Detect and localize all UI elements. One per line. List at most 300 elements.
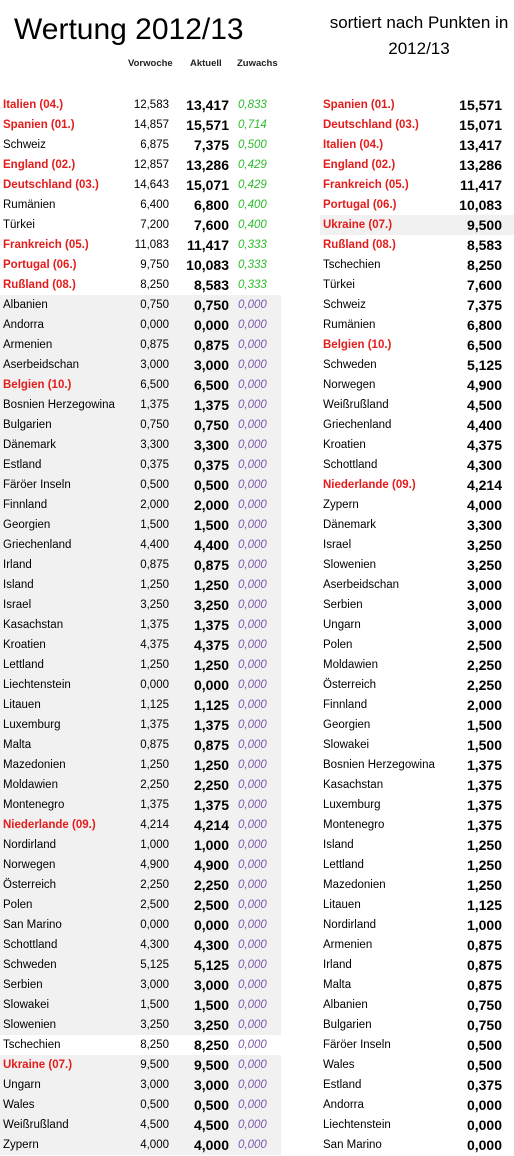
gain-value: 0,000 <box>238 359 267 371</box>
table-row <box>320 495 514 515</box>
table-row <box>0 935 281 955</box>
table-row <box>0 355 281 375</box>
table-row <box>320 455 514 475</box>
country-name: England (02.) <box>323 159 396 171</box>
gain-value: 0,000 <box>238 519 267 531</box>
country-name: Nordirland <box>323 919 377 931</box>
country-name: Niederlande (09.) <box>3 819 96 831</box>
previous-week-value: 4,900 <box>140 859 169 871</box>
current-value: 3,000 <box>193 977 229 993</box>
table-row <box>0 1135 281 1155</box>
current-value: 2,250 <box>193 877 229 893</box>
country-name: Albanien <box>323 999 368 1011</box>
country-name: Finnland <box>3 499 48 511</box>
table-row <box>320 395 514 415</box>
gain-value: 0,333 <box>238 239 267 251</box>
table-row <box>0 195 281 215</box>
points-value: 1,250 <box>466 877 502 893</box>
current-value: 0,000 <box>193 317 229 333</box>
country-name: Dänemark <box>323 519 377 531</box>
previous-week-value: 1,375 <box>140 619 169 631</box>
table-row <box>320 675 514 695</box>
country-name: Armenien <box>323 939 373 951</box>
table-row <box>320 155 514 175</box>
table-row <box>0 135 281 155</box>
points-value: 10,083 <box>459 197 502 213</box>
table-row <box>0 695 281 715</box>
table-row <box>320 655 514 675</box>
gain-value: 0,000 <box>238 339 267 351</box>
country-name: Georgien <box>3 519 51 531</box>
country-name: Armenien <box>3 339 53 351</box>
table-row <box>0 475 281 495</box>
table-row <box>0 735 281 755</box>
points-value: 5,125 <box>466 357 502 373</box>
gain-value: 0,000 <box>238 739 267 751</box>
current-value: 1,500 <box>193 517 229 533</box>
table-row <box>0 255 281 275</box>
country-name: Serbien <box>323 599 363 611</box>
previous-week-value: 1,250 <box>140 759 169 771</box>
country-name: Zypern <box>323 499 359 511</box>
gain-value: 0,000 <box>238 799 267 811</box>
current-value: 5,125 <box>193 957 229 973</box>
current-value: 2,000 <box>193 497 229 513</box>
previous-week-value: 4,300 <box>140 939 169 951</box>
table-row <box>0 715 281 735</box>
table-row <box>320 575 514 595</box>
gain-value: 0,000 <box>238 679 267 691</box>
points-value: 4,300 <box>466 457 502 473</box>
previous-week-value: 8,250 <box>140 1039 169 1051</box>
country-name: Deutschland (03.) <box>3 179 99 191</box>
previous-week-value: 0,375 <box>140 459 169 471</box>
country-name: Liechtenstein <box>3 679 71 691</box>
country-name: Weißrußland <box>323 399 389 411</box>
points-value: 0,875 <box>466 957 502 973</box>
table-row <box>0 1115 281 1135</box>
gain-value: 0,000 <box>238 619 267 631</box>
points-value: 0,750 <box>466 997 502 1013</box>
previous-week-value: 2,000 <box>140 499 169 511</box>
gain-value: 0,000 <box>238 1119 267 1131</box>
country-name: Moldawien <box>323 659 378 671</box>
table-row <box>0 755 281 775</box>
country-name: Nordirland <box>3 839 57 851</box>
table-row <box>0 215 281 235</box>
table-row <box>320 975 514 995</box>
table-row <box>320 815 514 835</box>
country-name: Spanien (01.) <box>323 99 395 111</box>
country-name: Irland <box>323 959 352 971</box>
country-name: Malta <box>323 979 352 991</box>
table-row <box>320 335 514 355</box>
gain-value: 0,000 <box>238 939 267 951</box>
current-value: 1,375 <box>193 617 229 633</box>
table-row <box>320 555 514 575</box>
previous-week-value: 4,214 <box>140 819 169 831</box>
table-row <box>320 315 514 335</box>
points-value: 1,375 <box>466 757 502 773</box>
table-row <box>320 415 514 435</box>
table-row <box>0 1035 281 1055</box>
country-name: Italien (04.) <box>3 99 64 111</box>
table-row <box>0 815 281 835</box>
country-name: Ungarn <box>323 619 361 631</box>
table-row <box>320 435 514 455</box>
points-value: 13,417 <box>459 137 502 153</box>
previous-week-value: 1,000 <box>140 839 169 851</box>
points-value: 0,750 <box>466 1017 502 1033</box>
country-name: Albanien <box>3 299 48 311</box>
country-name: Rumänien <box>3 199 56 211</box>
gain-value: 0,000 <box>238 1039 267 1051</box>
country-name: Schweiz <box>323 299 366 311</box>
previous-week-value: 4,500 <box>140 1119 169 1131</box>
points-value: 2,250 <box>466 677 502 693</box>
country-name: Wales <box>323 1059 355 1071</box>
header-current: Aktuell <box>190 58 222 69</box>
previous-week-value: 11,083 <box>134 239 169 251</box>
table-row <box>320 875 514 895</box>
table-row <box>320 615 514 635</box>
table-row <box>0 495 281 515</box>
previous-week-value: 1,250 <box>140 579 169 591</box>
points-value: 7,375 <box>466 297 502 313</box>
previous-week-value: 3,000 <box>140 359 169 371</box>
table-row <box>320 195 514 215</box>
gain-value: 0,000 <box>238 719 267 731</box>
country-name: Kasachstan <box>3 619 64 631</box>
gain-value: 0,833 <box>238 99 267 111</box>
points-value: 11,417 <box>459 177 502 193</box>
country-name: Irland <box>3 559 32 571</box>
previous-week-value: 2,250 <box>140 879 169 891</box>
country-name: Bulgarien <box>3 419 52 431</box>
country-name: Türkei <box>3 219 35 231</box>
country-name: Wales <box>3 1099 35 1111</box>
gain-value: 0,000 <box>238 659 267 671</box>
gain-value: 0,000 <box>238 579 267 591</box>
table-row <box>320 695 514 715</box>
country-name: Türkei <box>323 279 355 291</box>
current-value: 1,000 <box>193 837 229 853</box>
table-row <box>320 895 514 915</box>
country-name: Mazedonien <box>323 879 386 891</box>
country-name: Estland <box>3 459 42 471</box>
country-name: Griechenland <box>323 419 392 431</box>
country-name: Norwegen <box>323 379 376 391</box>
table-row <box>0 855 281 875</box>
country-name: Aserbeidschan <box>3 359 80 371</box>
previous-week-value: 3,250 <box>140 599 169 611</box>
current-value: 0,750 <box>193 297 229 313</box>
gain-value: 0,000 <box>238 1139 267 1151</box>
gain-value: 0,000 <box>238 859 267 871</box>
country-name: Rußland (08.) <box>323 239 396 251</box>
points-value: 4,500 <box>466 397 502 413</box>
previous-week-value: 9,500 <box>140 1059 169 1071</box>
gain-value: 0,000 <box>238 879 267 891</box>
header-previous-week: Vorwoche <box>128 58 173 69</box>
table-row <box>320 255 514 275</box>
country-name: Belgien (10.) <box>323 339 392 351</box>
gain-value: 0,000 <box>238 399 267 411</box>
previous-week-value: 12,857 <box>133 159 169 171</box>
country-name: Schottland <box>3 939 58 951</box>
country-name: Schweden <box>323 359 377 371</box>
gain-value: 0,000 <box>238 1019 267 1031</box>
table-row <box>320 835 514 855</box>
table-row <box>0 555 281 575</box>
gain-value: 0,000 <box>238 959 267 971</box>
gain-value: 0,000 <box>238 1099 267 1111</box>
previous-week-value: 1,500 <box>140 519 169 531</box>
sorted-ranking-table <box>320 95 514 1155</box>
country-name: Ukraine (07.) <box>3 1059 73 1071</box>
points-value: 8,250 <box>466 257 502 273</box>
table-row <box>0 115 281 135</box>
current-value: 4,500 <box>193 1117 229 1133</box>
table-row <box>0 1075 281 1095</box>
country-name: Tschechien <box>323 259 381 271</box>
table-row <box>0 175 281 195</box>
points-value: 4,214 <box>466 477 502 493</box>
points-value: 1,375 <box>466 817 502 833</box>
current-value: 1,125 <box>193 697 229 713</box>
country-name: Ukraine (07.) <box>323 219 393 231</box>
table-row <box>0 95 281 115</box>
table-row <box>0 875 281 895</box>
gain-value: 0,714 <box>238 119 267 131</box>
points-value: 3,300 <box>466 517 502 533</box>
country-name: Bulgarien <box>323 1019 372 1031</box>
country-name: Lettland <box>3 659 44 671</box>
table-row <box>0 455 281 475</box>
header-gain: Zuwachs <box>237 58 278 69</box>
gain-value: 0,000 <box>238 539 267 551</box>
table-row <box>320 1115 514 1135</box>
country-name: Israel <box>3 599 32 611</box>
points-value: 3,000 <box>466 597 502 613</box>
table-row <box>0 655 281 675</box>
current-value: 4,375 <box>193 637 229 653</box>
country-name: Lettland <box>323 859 364 871</box>
alphabetical-ranking-table <box>0 95 281 1155</box>
previous-week-value: 6,400 <box>140 199 169 211</box>
gain-value: 0,000 <box>238 299 267 311</box>
country-name: Frankreich (05.) <box>323 179 409 191</box>
table-row <box>320 715 514 735</box>
table-row <box>0 1055 281 1075</box>
points-value: 0,875 <box>466 937 502 953</box>
previous-week-value: 1,250 <box>140 659 169 671</box>
country-name: Montenegro <box>323 819 385 831</box>
table-row <box>320 295 514 315</box>
table-row <box>0 535 281 555</box>
current-value: 6,800 <box>193 197 229 213</box>
current-value: 2,500 <box>193 897 229 913</box>
table-row <box>0 775 281 795</box>
country-name: Finnland <box>323 699 368 711</box>
table-row <box>0 835 281 855</box>
current-value: 7,600 <box>193 217 229 233</box>
table-row <box>0 235 281 255</box>
table-row <box>320 235 514 255</box>
gain-value: 0,000 <box>238 819 267 831</box>
table-row <box>320 95 514 115</box>
table-row <box>320 855 514 875</box>
current-value: 4,214 <box>193 817 229 833</box>
table-row <box>320 635 514 655</box>
points-value: 0,500 <box>466 1057 502 1073</box>
gain-value: 0,000 <box>238 1059 267 1071</box>
gain-value: 0,400 <box>238 199 267 211</box>
country-name: Schottland <box>323 459 378 471</box>
country-name: Polen <box>3 899 33 911</box>
points-value: 15,071 <box>459 117 502 133</box>
table-row <box>320 1055 514 1075</box>
previous-week-value: 2,250 <box>140 779 169 791</box>
gain-value: 0,000 <box>238 419 267 431</box>
country-name: Belgien (10.) <box>3 379 72 391</box>
current-value: 15,571 <box>186 117 229 133</box>
country-name: Georgien <box>323 719 371 731</box>
points-value: 0,375 <box>466 1077 502 1093</box>
country-name: Mazedonien <box>3 759 66 771</box>
country-name: Polen <box>323 639 353 651</box>
previous-week-value: 0,875 <box>140 739 169 751</box>
table-row <box>0 315 281 335</box>
table-row <box>320 935 514 955</box>
country-name: Ungarn <box>3 1079 41 1091</box>
country-name: Portugal (06.) <box>323 199 397 211</box>
table-row <box>320 915 514 935</box>
current-value: 7,375 <box>193 137 229 153</box>
previous-week-value: 3,000 <box>140 979 169 991</box>
table-row <box>320 775 514 795</box>
points-value: 2,000 <box>466 697 502 713</box>
table-row <box>0 515 281 535</box>
current-value: 3,000 <box>193 357 229 373</box>
table-row <box>320 595 514 615</box>
table-row <box>0 375 281 395</box>
country-name: Litauen <box>3 699 41 711</box>
current-value: 10,083 <box>186 257 229 273</box>
previous-week-value: 0,750 <box>140 299 169 311</box>
table-row <box>320 215 514 235</box>
country-name: Island <box>3 579 34 591</box>
country-name: Kasachstan <box>323 779 384 791</box>
table-row <box>320 515 514 535</box>
table-row <box>0 895 281 915</box>
previous-week-value: 14,857 <box>133 119 169 131</box>
table-row <box>0 955 281 975</box>
country-name: Niederlande (09.) <box>323 479 416 491</box>
current-value: 3,300 <box>193 437 229 453</box>
country-name: Dänemark <box>3 439 57 451</box>
points-value: 4,900 <box>466 377 502 393</box>
country-name: England (02.) <box>3 159 76 171</box>
previous-week-value: 0,750 <box>140 419 169 431</box>
country-name: Liechtenstein <box>323 1119 391 1131</box>
table-row <box>320 375 514 395</box>
table-row <box>0 295 281 315</box>
table-row <box>0 595 281 615</box>
country-name: Kroatien <box>323 439 366 451</box>
sort-caption <box>314 10 514 62</box>
current-value: 1,250 <box>193 757 229 773</box>
table-row <box>0 975 281 995</box>
country-name: Weißrußland <box>3 1119 69 1131</box>
table-row <box>0 635 281 655</box>
previous-week-value: 1,375 <box>140 719 169 731</box>
gain-value: 0,000 <box>238 759 267 771</box>
previous-week-value: 6,500 <box>140 379 169 391</box>
current-value: 4,400 <box>193 537 229 553</box>
gain-value: 0,000 <box>238 379 267 391</box>
points-value: 2,500 <box>466 637 502 653</box>
gain-value: 0,000 <box>238 479 267 491</box>
points-value: 3,250 <box>466 557 502 573</box>
country-name: Zypern <box>3 1139 39 1151</box>
gain-value: 0,333 <box>238 259 267 271</box>
country-name: Deutschland (03.) <box>323 119 419 131</box>
country-name: Portugal (06.) <box>3 259 77 271</box>
country-name: Slowakei <box>323 739 370 751</box>
previous-week-value: 0,000 <box>140 319 169 331</box>
points-value: 13,286 <box>459 157 502 173</box>
points-value: 4,400 <box>466 417 502 433</box>
table-row <box>320 135 514 155</box>
current-value: 0,750 <box>193 417 229 433</box>
country-name: Estland <box>323 1079 362 1091</box>
gain-value: 0,000 <box>238 699 267 711</box>
points-value: 15,571 <box>459 97 502 113</box>
previous-week-value: 3,000 <box>140 1079 169 1091</box>
country-name: Spanien (01.) <box>3 119 75 131</box>
country-name: Serbien <box>3 979 43 991</box>
gain-value: 0,000 <box>238 899 267 911</box>
current-value: 13,417 <box>186 97 229 113</box>
table-row <box>320 955 514 975</box>
previous-week-value: 1,375 <box>140 799 169 811</box>
table-row <box>0 155 281 175</box>
country-name: Färöer Inseln <box>3 479 71 491</box>
table-row <box>320 735 514 755</box>
gain-value: 0,000 <box>238 459 267 471</box>
country-name: Frankreich (05.) <box>3 239 89 251</box>
current-value: 13,286 <box>186 157 229 173</box>
gain-value: 0,000 <box>238 979 267 991</box>
country-name: Österreich <box>323 679 377 691</box>
table-row <box>0 1095 281 1115</box>
gain-value: 0,500 <box>238 139 267 151</box>
previous-week-value: 9,750 <box>140 259 169 271</box>
current-value: 1,500 <box>193 997 229 1013</box>
country-name: Island <box>323 839 354 851</box>
points-value: 1,125 <box>466 897 502 913</box>
table-row <box>320 175 514 195</box>
country-name: Rumänien <box>323 319 376 331</box>
sort-caption-line1: sortiert nach Punkten in <box>329 13 509 32</box>
country-name: Litauen <box>323 899 361 911</box>
current-value: 8,250 <box>193 1037 229 1053</box>
previous-week-value: 7,200 <box>140 219 169 231</box>
country-name: Bosnien Herzegowina <box>3 399 115 411</box>
current-value: 8,583 <box>193 277 229 293</box>
table-row <box>0 435 281 455</box>
